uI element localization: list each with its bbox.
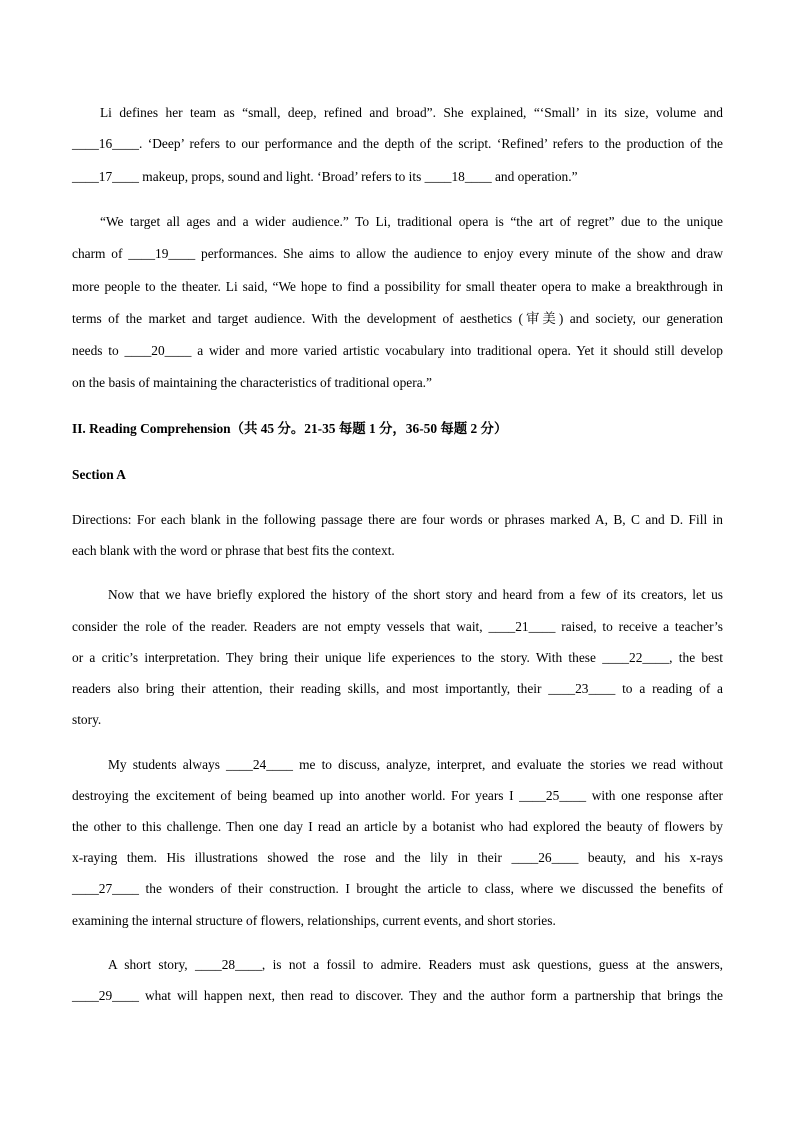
- paragraph-line: ____27____ the wonders of their construction. I brought the article to class, where we discussed the benefits of: [72, 881, 723, 896]
- section-a-title: Section A: [72, 467, 126, 482]
- paragraph-line: examining the internal structure of flowers, relationships, current events, and short stories.: [72, 913, 556, 928]
- section-heading: II. Reading Comprehension（共 45 分。21-35 每题 1 分，36-50 每题 2 分）: [72, 421, 508, 436]
- paragraph-line: A short story, ____28____, is not a fossil to admire. Readers must ask questions, guess at the answers,: [108, 957, 723, 972]
- paragraph-line: on the basis of maintaining the characteristics of traditional opera.”: [72, 375, 432, 390]
- directions-line: Directions: For each blank in the following passage there are four words or phrases marked A, B, C and D. Fill in: [72, 512, 723, 527]
- paragraph-line: x-raying them. His illustrations showed the rose and the lily in their ____26____ beauty, and his x-rays: [72, 850, 723, 865]
- paragraph-line: My students always ____24____ me to discuss, analyze, interpret, and evaluate the stories we read without: [108, 757, 723, 772]
- directions-line: each blank with the word or phrase that best fits the context.: [72, 543, 395, 558]
- paragraph-line: destroying the excitement of being beamed up into another world. For years I ____25____ with one response after: [72, 788, 723, 803]
- paragraph-line: Now that we have briefly explored the history of the short story and heard from a few of its creators, let us: [108, 587, 723, 602]
- paragraph-line: ____29____ what will happen next, then read to discover. They and the author form a partnership that brings the: [72, 988, 723, 1003]
- paragraph-line: Li defines her team as “small, deep, refined and broad”. She explained, “‘Small’ in its size, volume and: [100, 105, 723, 120]
- paragraph-line: needs to ____20____ a wider and more varied artistic vocabulary into traditional opera. Yet it should still develop: [72, 343, 723, 358]
- paragraph-line: more people to the theater. Li said, “We hope to find a possibility for small theater opera to make a breakthrough in: [72, 279, 723, 294]
- paragraph-line: charm of ____19____ performances. She aims to allow the audience to enjoy every minute of the show and draw: [72, 246, 723, 261]
- paragraph-line: readers also bring their attention, their reading skills, and most importantly, their ____23____ to a reading of a: [72, 681, 723, 696]
- paragraph-line: ____17____ makeup, props, sound and light. ‘Broad’ refers to its ____18____ and operation.”: [72, 169, 578, 184]
- paragraph-line: or a critic’s interpretation. They bring their unique life experiences to the story. With these ____22____, the best: [72, 650, 723, 665]
- paragraph-line: ____16____. ‘Deep’ refers to our performance and the depth of the script. ‘Refined’ refers to the production of the: [72, 136, 723, 151]
- paragraph-line: consider the role of the reader. Readers are not empty vessels that wait, ____21____ raised, to receive a teacher’s: [72, 619, 723, 634]
- paragraph-line: “We target all ages and a wider audience.” To Li, traditional opera is “the art of regret” due to the unique: [100, 214, 723, 229]
- paragraph-line: the other to this challenge. Then one day I read an article by a botanist who had explored the beauty of flowers by: [72, 819, 723, 834]
- paragraph-line: story.: [72, 712, 102, 727]
- paragraph-line: terms of the market and target audience. With the development of aesthetics (审美) and society, our generation: [72, 311, 723, 326]
